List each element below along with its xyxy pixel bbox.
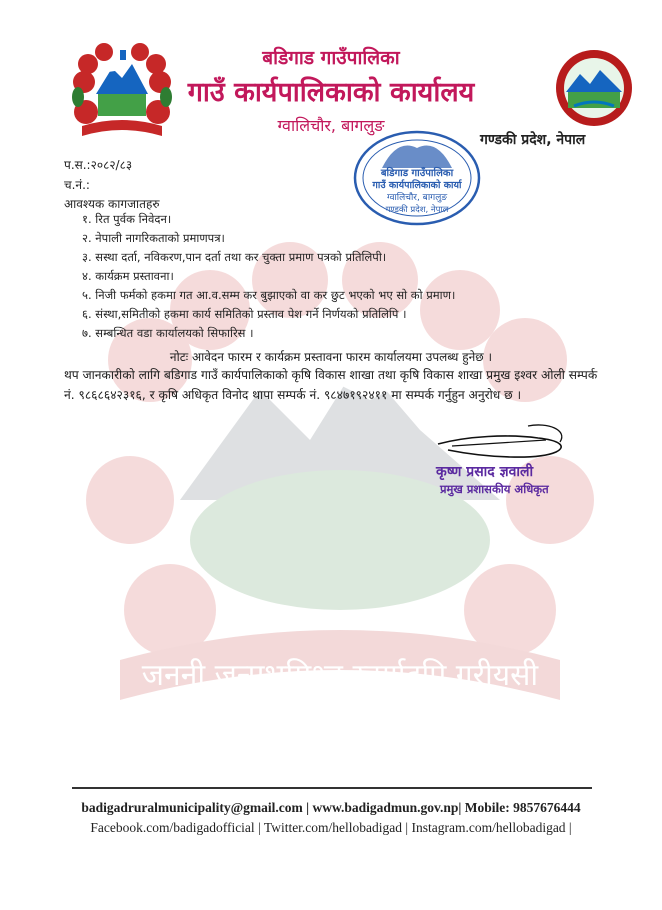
- footer-social-line: Facebook.com/badigadofficial | Twitter.com/hellobadigad | Instagram.com/hellobadigad |: [90, 820, 572, 835]
- list-item: ७. सम्बन्धित वडा कार्यालयको सिफारिस ।: [82, 326, 254, 340]
- signatory-title: प्रमुख प्रशासकीय अधिकृत: [440, 482, 549, 496]
- list-item: २. नेपाली नागरिकताको प्रमाणपत्र।: [82, 231, 225, 245]
- note-text: नोटः आवेदन फारम र कार्यक्रम प्रस्तावना फारम कार्यालयमा उपलब्ध हुनेछ ।: [169, 350, 493, 364]
- list-item: १. रित पुर्वक निवेदन।: [82, 212, 172, 226]
- list-item: ५. निजी फर्मको हकमा गत आ.व.सम्म कर बुझाएको वा कर छुट भएको भए सो को प्रमाण।: [82, 288, 456, 302]
- contact-paragraph-line-2: नं. ९८६८६४२३१६, र कृषि अधिकृत विनोद थापा सम्पर्क नं. ९८४७१९२४११ मा सम्पर्क गर्नुहुन अनुरोध छ ।: [64, 388, 522, 402]
- stamp-line-2: गाउँ कार्यपालिकाको कार्या: [372, 180, 462, 191]
- watermark-motto: जननी जन्मभूमिश्च स्वर्गादपि गरीयसी: [141, 658, 539, 693]
- province-label: गण्डकी प्रदेश, नेपाल: [480, 132, 586, 148]
- header-address: ग्वालिचौर, बागलुङ: [277, 116, 385, 135]
- handwritten-signature: [428, 416, 578, 466]
- list-item: ६. संस्था,समितीको हकमा कार्य समितिको प्रस्ताव पेश गर्ने निर्णयको प्रतिलिपि ।: [82, 307, 407, 321]
- stamp-line-4: गण्डकी प्रदेश, नेपाल: [385, 205, 449, 215]
- list-item: ४. कार्यक्रम प्रस्तावना।: [82, 269, 174, 283]
- office-stamp: [352, 128, 482, 228]
- footer-divider: [72, 787, 592, 789]
- header-municipality-name: बडिगाड गाउँपालिका: [262, 47, 400, 69]
- documents-heading: आवश्यक कागजातहरु: [64, 197, 160, 211]
- stamp-line-1: बडिगाड गाउँपालिका: [380, 168, 454, 179]
- signatory-name: कृष्ण प्रसाद ज्ञवाली: [436, 464, 534, 480]
- footer-contact-line: badigadruralmunicipality@gmail.com | www.badigadmun.gov.np| Mobile: 9857676444: [81, 800, 581, 815]
- reference-ps: प.स.:२०८२/८३: [64, 158, 133, 172]
- reference-chn: च.नं.:: [64, 178, 90, 192]
- contact-paragraph-line-1: थप जानकारीको लागि बडिगाड गाउँ कार्यपालिकाको कृषि विकास शाखा तथा कृषि विकास शाखा प्रमुख इश्वर ओली सम्पर्क: [64, 368, 598, 382]
- stamp-line-3: ग्वालिचौर, बागलुङ: [386, 193, 448, 203]
- header-office-title: गाउँ कार्यपालिकाको कार्यालय: [187, 77, 475, 108]
- list-item: ३. सस्था दर्ता, नविकरण,पान दर्ता तथा कर चुक्ता प्रमाण पत्रको प्रतिलिपी।: [82, 250, 387, 264]
